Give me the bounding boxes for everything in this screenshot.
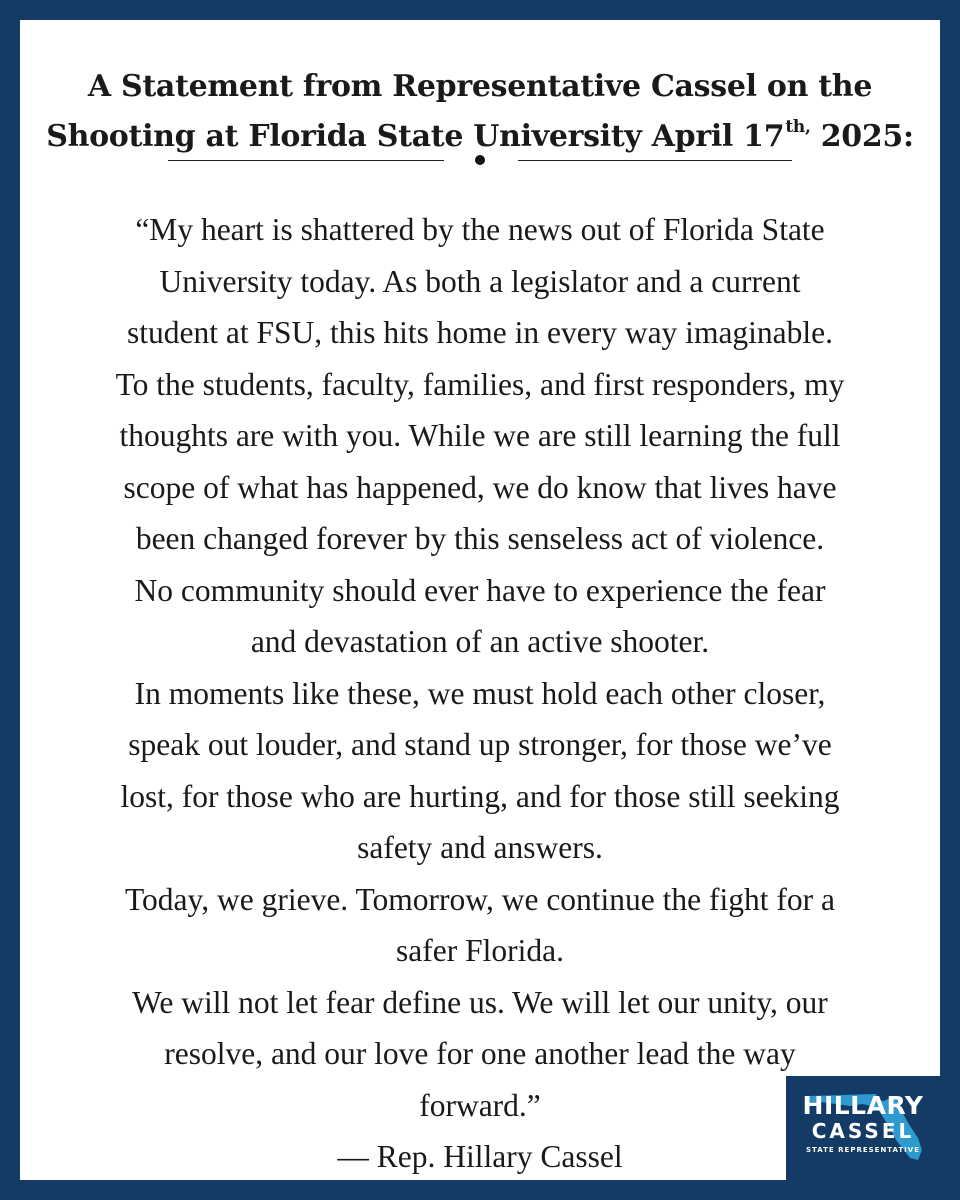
divider-rule-right [518, 160, 792, 161]
hillary-cassel-logo [786, 1076, 940, 1180]
statement-card [20, 20, 940, 1180]
statement-attribution: — Rep. Hillary Cassel [337, 1139, 623, 1174]
statement-line: We will not let fear define us. We will let our unity, our [132, 984, 828, 1020]
statement-headline [20, 62, 940, 162]
statement-line: student at FSU, this hits home in every way imaginable. [126, 315, 834, 350]
logo-first-name: HILLARY [802, 1091, 924, 1120]
statement-line: Today, we grieve. Tomorrow, we continue the fight for a [125, 881, 835, 917]
logo-last-name: CASSEL [811, 1119, 915, 1143]
statement-line: and devastation of an active shooter. [250, 624, 710, 659]
statement-line: University today. As both a legislator and a current [159, 263, 801, 299]
headline-line-2-end: 2025: [810, 119, 914, 154]
statement-line: lost, for those who are hurting, and for those still seeking [120, 778, 840, 814]
ornamental-divider [20, 148, 940, 172]
divider-dot [475, 155, 485, 165]
statement-line: forward.” [419, 1087, 541, 1123]
statement-line: “My heart is shattered by the news out of Florida State [135, 212, 825, 247]
headline-ordinal-suffix: th, [785, 117, 811, 137]
statement-line: speak out louder, and stand up stronger, for those we’ve [128, 727, 832, 762]
divider-rule-left [168, 160, 444, 161]
statement-line: To the students, faculty, families, and first responders, my [115, 366, 845, 402]
headline-line-1: A Statement from Representative Cassel on the [87, 69, 873, 104]
statement-line: safer Florida. [396, 933, 564, 968]
statement-line: thoughts are with you. While we are still learning the full [119, 418, 841, 453]
statement-line: In moments like these, we must hold each other closer, [134, 675, 826, 711]
statement-line: been changed forever by this senseless act of violence. [135, 521, 825, 556]
statement-line: No community should ever have to experience the fear [134, 572, 826, 608]
headline-line-2-main: Shooting at Florida State University April 17 [46, 119, 785, 154]
statement-line: resolve, and our love for one another lead the way [164, 1036, 796, 1071]
statement-body [20, 204, 940, 1183]
logo-tagline: STATE REPRESENTATIVE [806, 1146, 920, 1154]
statement-line: safety and answers. [357, 830, 603, 865]
statement-line: scope of what has happened, we do know that lives have [123, 469, 837, 505]
